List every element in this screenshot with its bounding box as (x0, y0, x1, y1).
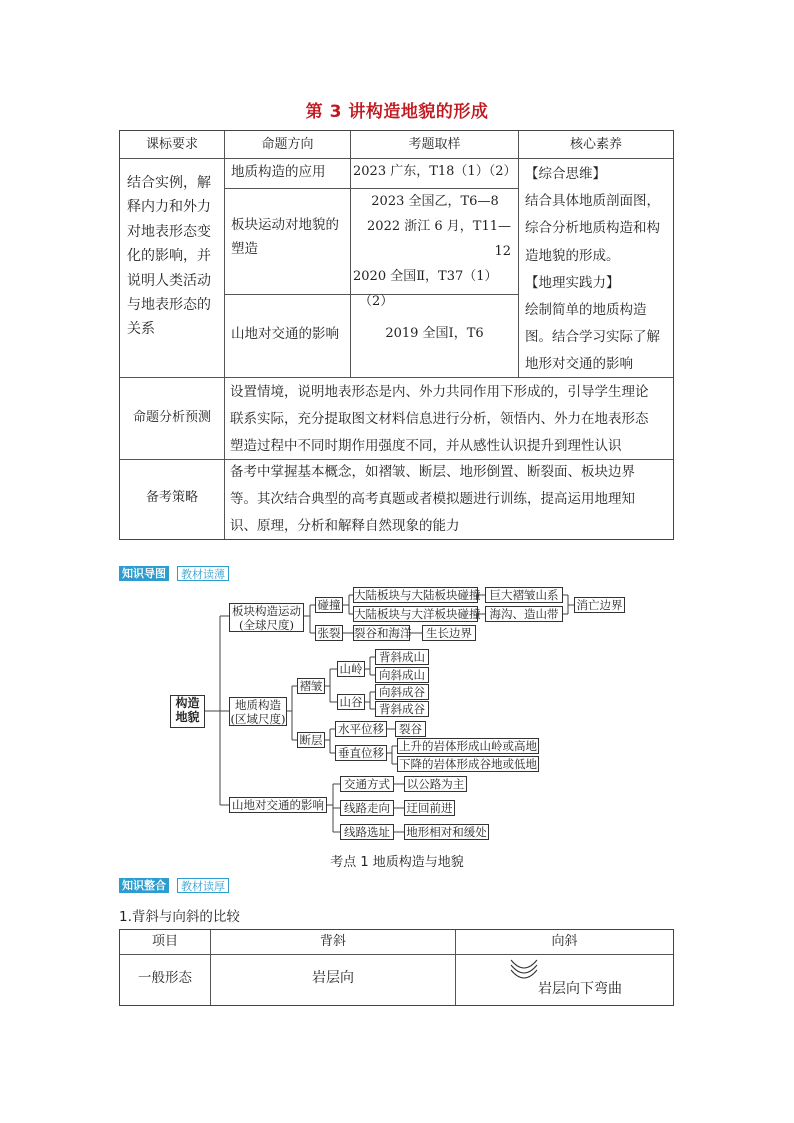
comparison-table (119, 929, 674, 1006)
node-ridge: 山岭 (337, 661, 365, 677)
node-valley: 山谷 (337, 694, 365, 710)
mindmap-tag-sub: 教材读薄 (177, 566, 229, 581)
t2-syncline-shape: 岩层向下弯曲 (538, 981, 622, 997)
node-vertical-shift: 垂直位移 (335, 745, 387, 761)
node-syncline-mountain: 向斜成山 (375, 667, 429, 683)
node-syncline-valley: 向斜成谷 (375, 684, 429, 700)
node-destructive-boundary: 消亡边界 (574, 597, 625, 613)
header-literacy: 核心素养 (569, 137, 622, 152)
page-title: 第 3 讲构造地貌的形成 (305, 102, 489, 122)
subheading: 1.背斜与向斜的比较 (119, 909, 240, 925)
direction-1: 地质构造的应用 (231, 164, 326, 180)
node-uplift: 上升的岩体形成山岭或高地 (399, 739, 537, 753)
node-winding-route: 迂回前进 (404, 800, 455, 816)
node-plate-tectonics: 板块构造运动 (全球尺度) (229, 603, 304, 632)
node-rift-ocean: 裂谷和海洋 (354, 626, 412, 640)
node-road-priority: 以公路为主 (404, 776, 467, 792)
direction-2: 板块运动对地貌的 塑造 (231, 217, 339, 257)
sample-1: 2023 广东，T18（1）（2） (353, 164, 517, 179)
node-rifting: 张裂 (315, 625, 343, 641)
node-fault: 断层 (297, 732, 325, 748)
node-continental-oceanic: 大陆板块与大洋板块碰撞 (354, 607, 481, 621)
sample-2: 2023 全国乙，T6—8 2022 浙江 6 月，T11—12 2020 全国Ⅱ，T37（1） （2） (353, 194, 511, 309)
header-requirement: 课标要求 (145, 137, 198, 152)
t2-header-anticline: 背斜 (319, 934, 346, 949)
direction-3: 山地对交通的影响 (231, 326, 339, 342)
node-traffic: 山地对交通的影响 (229, 797, 327, 813)
node-route-direction: 线路走向 (340, 800, 394, 816)
node-traffic-mode: 交通方式 (340, 776, 394, 792)
strategy-text: 备考中掌握基本概念，如褶皱、断层、地形倒置、断裂面、板块边界 等。其次结合典型的高考真题或者模拟题进行训练，提高运用地理知 识、原理，分析和解释自然现象的能力 (230, 464, 635, 534)
node-continental-continental: 大陆板块与大陆板块碰撞 (354, 588, 481, 602)
forecast-text: 设置情境，说明地表形态是内、外力共同作用下形成的，引导学生理论 联系实际，充分提取图文材料信息进行分析，领悟内、外力在地表形态 塑造过程中不同时期作用强度不同，并从感性认识提升到理性认识 (230, 384, 649, 454)
section-tag: 知识整合 (119, 878, 169, 893)
t2-row-label: 一般形态 (138, 970, 192, 986)
section-tag-sub: 教材读厚 (177, 878, 229, 893)
sample-3: 2019 全国Ⅰ，T6 (385, 326, 484, 341)
node-horizontal-shift: 水平位移 (335, 721, 387, 737)
node-gentle-terrain: 地形相对和缓处 (404, 824, 489, 840)
header-direction: 命题方向 (261, 137, 314, 152)
node-constructive-boundary: 生长边界 (422, 625, 476, 641)
syncline-diagram-icon (509, 958, 539, 988)
forecast-label: 命题分析预测 (132, 410, 211, 425)
section-caption: 考点 1 地质构造与地貌 (330, 855, 464, 870)
node-fold-mountains: 巨大褶皱山系 (485, 587, 563, 603)
node-anticline-valley: 背斜成谷 (375, 701, 429, 717)
t2-header-syncline: 向斜 (551, 934, 578, 949)
node-geologic-structure: 地质构造 (区域尺度) (230, 698, 286, 726)
mindmap-root: 构造 地貌 (170, 695, 205, 728)
node-route-siting: 线路选址 (340, 824, 394, 840)
strategy-label: 备考策略 (145, 490, 198, 505)
node-trench-orogen: 海沟、造山带 (485, 606, 563, 622)
node-subsidence: 下降的岩体形成谷地或低地 (399, 757, 537, 771)
header-sample: 考题取样 (408, 137, 461, 152)
node-fold: 褶皱 (297, 678, 325, 694)
node-rift-valley: 裂谷 (395, 721, 426, 737)
node-anticline-mountain: 背斜成山 (375, 649, 429, 665)
t2-header-item: 项目 (151, 934, 178, 949)
t2-anticline-shape: 岩层向 (312, 970, 354, 986)
requirement-text: 结合实例，解 释内力和外力 对地表形态变 化的影响，并 说明人类活动 与地表形态的 关系 (127, 175, 211, 338)
node-collision: 碰撞 (315, 597, 343, 613)
mindmap-tag: 知识导图 (119, 566, 169, 581)
literacy-text: 【综合思维】 结合具体地质剖面图， 综合分析地质构造和构 造地貌的形成。 【地理实践力】 绘制简单的地质构造 图。结合学习实际了解 地形对交通的影响 (525, 166, 660, 373)
